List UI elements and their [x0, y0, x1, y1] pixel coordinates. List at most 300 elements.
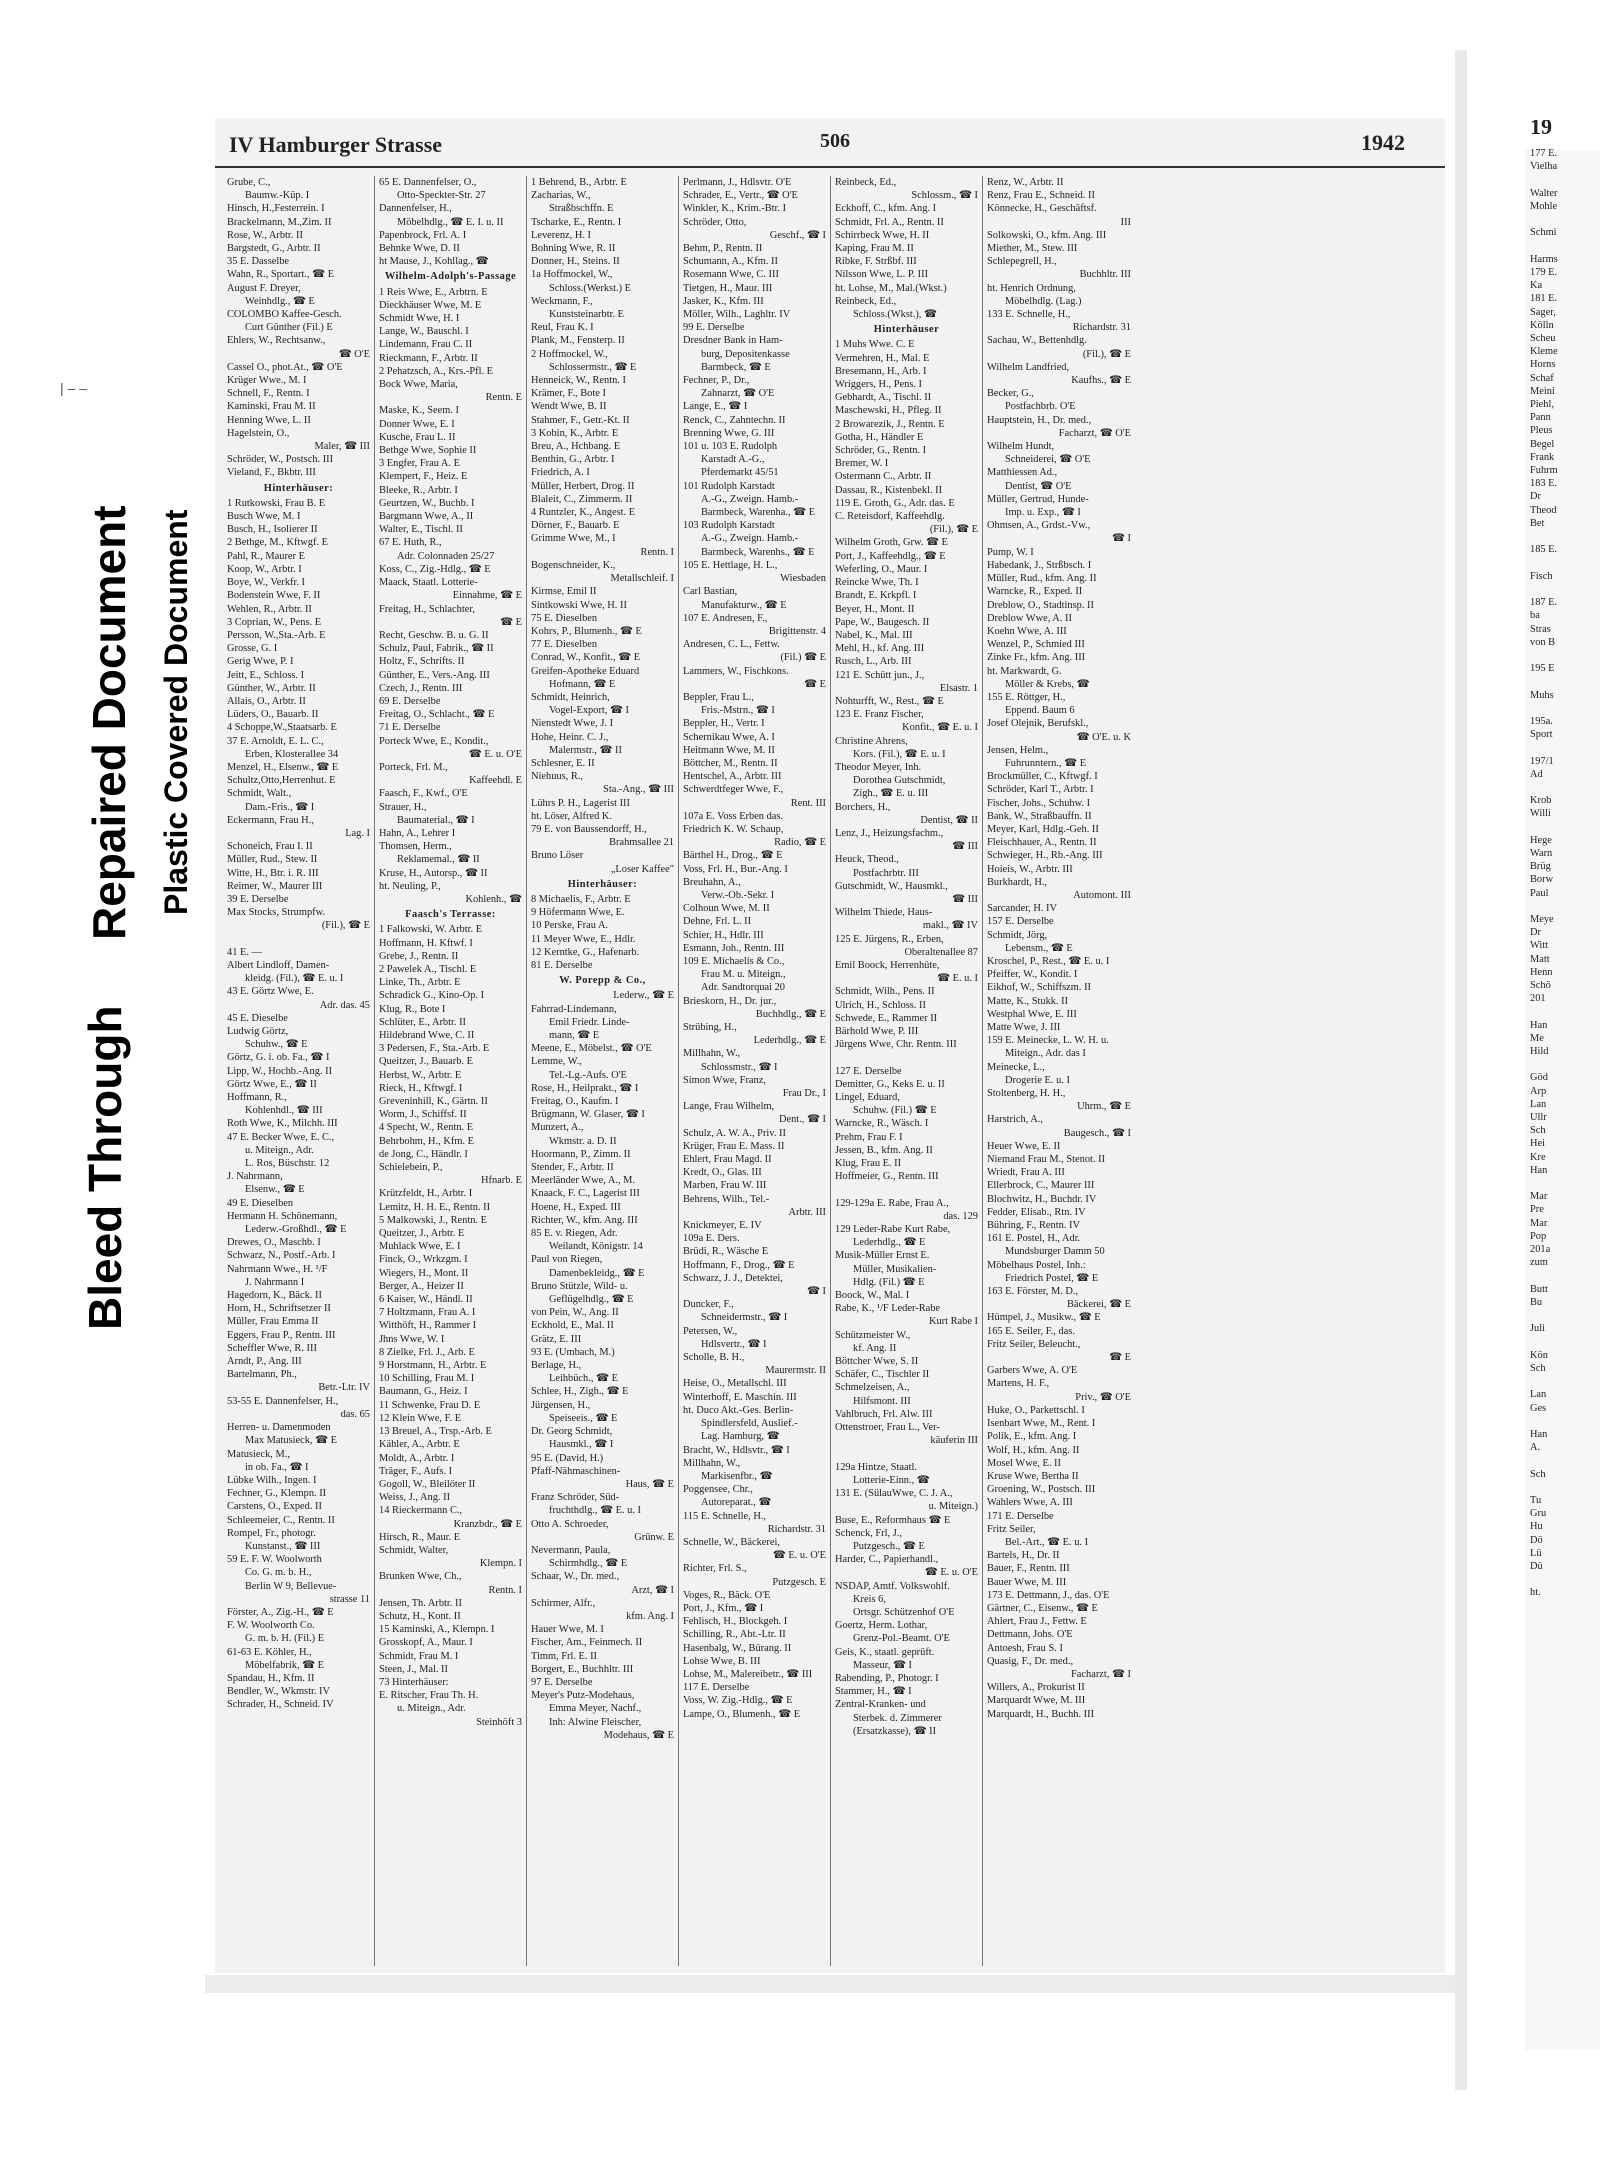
directory-entry: Perlmann, J., Hdlsvtr. O'E: [683, 177, 792, 188]
directory-entry: Grimme Wwe, M., I: [531, 533, 616, 545]
directory-entry: Klug, R., Bote I: [379, 1003, 446, 1015]
directory-entry: Behrbohm, H., Kfm. E: [379, 1135, 474, 1147]
directory-entry: Rieck, H., Kftwgf. I: [379, 1082, 463, 1094]
adjacent-page-line: Kleme: [1530, 346, 1558, 358]
directory-entry: Bruno Löser: [531, 850, 584, 862]
directory-entry: 1a Hoffmockel, W.,: [531, 269, 613, 281]
adjacent-page-line: [1530, 1177, 1600, 1190]
directory-entry: u. Miteign.): [928, 1501, 978, 1513]
directory-entry: 11 Meyer Wwe, E., Hdlr.: [531, 933, 636, 945]
directory-entry: Bäckerei, ☎ E: [1066, 1299, 1131, 1311]
adjacent-page-line: Han: [1530, 1428, 1548, 1440]
directory-entry: 61-63 E. Köhler, H.,: [227, 1646, 312, 1658]
directory-entry: Niehuus, R.,: [531, 771, 583, 783]
directory-entry: 3 Kobin, K., Arbtr. E: [531, 427, 619, 439]
adjacent-page-year: 19: [1530, 120, 1552, 139]
directory-entry: Quasig, F., Dr. med.,: [987, 1655, 1074, 1667]
directory-entry: Friedrich, A. I: [531, 467, 590, 479]
watermark-bleed-through: Bleed Through: [79, 1005, 131, 1330]
directory-entry: Matte Wwe, J. III: [987, 1022, 1061, 1033]
directory-entry: 3 Engfer, Frau A. E: [379, 458, 460, 470]
directory-entry: Lange, E., ☎ I: [683, 401, 748, 413]
directory-entry: L. Ros, Büschstr. 12: [245, 1158, 330, 1170]
directory-entry: Wahlers Wwe, A. III: [987, 1497, 1073, 1509]
directory-entry: Marquardt, H., Buchh. III: [987, 1708, 1095, 1720]
directory-entry: Busch Wwe, M. I: [227, 511, 301, 523]
directory-entry: makl., ☎ IV: [922, 920, 978, 932]
directory-entry: Scheffler Wwe, R. III: [227, 1342, 317, 1354]
directory-entry: Schwerdtfeger Wwe, F.,: [683, 784, 784, 796]
directory-entry: Gogoll, W., Bleilöter II: [379, 1478, 476, 1490]
directory-entry: Jeitt, E., Schloss. I: [227, 669, 305, 681]
directory-entry: Eppend. Baum 6: [1005, 705, 1075, 717]
directory-entry: Nienstedt Wwe, J. I: [531, 718, 614, 730]
directory-entry: [835, 1448, 978, 1461]
directory-entry: Leverenz, H. I: [531, 229, 591, 241]
directory-entry: 79 E. von Baussendorff, H.,: [531, 823, 647, 835]
directory-entry: Schmidt, Heinrich,: [531, 691, 610, 703]
directory-column-5: [831, 176, 983, 1966]
directory-entry: Rusch, L., Arb. III: [835, 656, 912, 668]
directory-entry: Baumw.-Küp. I: [245, 190, 310, 202]
directory-entry: Nabel, K., Mal. III: [835, 629, 913, 641]
directory-entry: Mundsburger Damm 50: [1005, 1246, 1105, 1258]
adjacent-page-line: Kre: [1530, 1151, 1546, 1163]
directory-entry: Fehlisch, H., Blockgeh. I: [683, 1616, 788, 1628]
directory-entry: Witthöft, H., Rammer I: [379, 1320, 477, 1332]
page-header: [215, 118, 1445, 168]
directory-entry: ☎ I: [806, 1286, 826, 1298]
adjacent-page-line: Hege: [1530, 834, 1552, 846]
directory-entry: Dam.-Fris., ☎ I: [245, 801, 315, 813]
directory-entry: Rose, H., Heilprakt., ☎ I: [531, 1082, 639, 1094]
directory-entry: Matthiessen Ad.,: [987, 467, 1058, 479]
directory-entry: Busch, H., Isolierer II: [227, 524, 318, 536]
directory-entry: Adr. das. 45: [319, 999, 370, 1011]
directory-entry: Görtz, G. i. ob. Fa., ☎ I: [227, 1052, 330, 1064]
directory-entry: Wilhelm Thiede, Haus-: [835, 907, 933, 919]
adjacent-page-line: Muhs: [1530, 689, 1554, 701]
adjacent-page-lines: [1530, 147, 1600, 1599]
directory-entry: Brügmann, W. Glaser, ☎ I: [531, 1109, 645, 1121]
directory-entry: Schröder, G., Rentn. I: [835, 445, 927, 457]
adjacent-page-line: Göd: [1530, 1072, 1548, 1084]
adjacent-page-line: Kölln: [1530, 319, 1554, 331]
directory-entry: Ahlert, Frau J., Fettw. E: [987, 1616, 1087, 1628]
page-spine: [1455, 50, 1467, 2090]
directory-entry: Karstadt A.-G.,: [701, 454, 765, 466]
directory-entry: Möbelhdlg. (Lag.): [1005, 295, 1082, 307]
directory-entry: Schmidt, Walter,: [379, 1544, 449, 1556]
directory-entry: Barmbeck, Warenha., ☎ E: [701, 507, 816, 519]
directory-entry: Meyer, Karl, Hdlg.-Geh. II: [987, 823, 1099, 835]
directory-entry: Möller & Krebs, ☎: [1005, 678, 1090, 690]
directory-entry: Weinhdlg., ☎ E: [245, 295, 315, 307]
directory-entry: Stoltenberg, H. H.,: [987, 1088, 1066, 1100]
adjacent-page-line: Tu: [1530, 1494, 1542, 1506]
directory-entry: G. m. b. H. (Fil.) E: [245, 1633, 325, 1645]
directory-entry: Maler, ☎ III: [314, 441, 370, 453]
adjacent-page-line: Henn: [1530, 966, 1553, 978]
directory-entry: Schirmhdlg., ☎ E: [549, 1558, 628, 1570]
directory-entry: Schlüter, E., Arbtr. II: [379, 1016, 467, 1028]
directory-entry: Frau M. u. Miteign.,: [701, 969, 786, 981]
directory-entry: Grube, C.,: [227, 177, 271, 188]
directory-entry: Förster, A., Zig.-H., ☎ E: [227, 1606, 334, 1618]
directory-entry: Hinterhäuser: [873, 324, 940, 336]
directory-entry: 101 Rudolph Karstadt: [683, 480, 775, 492]
directory-entry: 105 E. Hettlage, H. L.,: [683, 559, 778, 571]
directory-entry: Wolf, H., kfm. Ang. II: [987, 1444, 1080, 1456]
directory-entry: Schröder, W., Postsch. III: [227, 454, 334, 466]
directory-entry: Fleischhauer, A., Rentn. II: [987, 837, 1097, 849]
directory-entry: Dettmann, Johs. O'E: [987, 1629, 1073, 1641]
directory-entry: Eggers, Frau P., Rentn. III: [227, 1329, 336, 1341]
directory-entry: Rose, W., Arbtr. II: [227, 229, 303, 241]
directory-entry: ☎ O'E. u. K: [1076, 731, 1131, 743]
directory-entry: Bracht, W., Hdlsvtr., ☎ I: [683, 1444, 790, 1456]
adjacent-page-line: Pop: [1530, 1230, 1547, 1242]
directory-entry: Ulrich, H., Schloss. II: [835, 999, 926, 1011]
directory-entry: Berlin W 9, Bellevue-: [245, 1580, 337, 1592]
directory-entry: Adr. Colonnaden 25/27: [397, 550, 495, 562]
directory-entry: Kohrs, P., Blumenh., ☎ E: [531, 625, 642, 637]
directory-entry: 14 Rieckermann C.,: [379, 1505, 463, 1517]
directory-entry: Eckhold, E., Mal. II: [531, 1320, 614, 1332]
directory-entry: Hoormann, P., Zimm. II: [531, 1148, 631, 1160]
adjacent-page-line: Schaf: [1530, 372, 1554, 384]
adjacent-page-line: Frank: [1530, 451, 1555, 463]
directory-entry: Fahrrad-Lindemann,: [531, 1003, 617, 1015]
directory-entry: Zahnarzt, ☎ O'E: [701, 388, 775, 400]
directory-entry: Fischer, Johs., Schuhw. I: [987, 797, 1091, 809]
directory-entry: Hoene, H., Exped. III: [531, 1201, 621, 1213]
directory-entry: Könnecke, H., Geschäftsf.: [987, 203, 1097, 215]
directory-entry: Geurtzen, W., Buchb. I: [379, 497, 475, 509]
directory-entry: C. Reteisdorf, Kaffeehdlg.: [835, 511, 945, 523]
directory-entry: Musik-Müller Ernst E.: [835, 1250, 930, 1262]
directory-entry: 47 E. Becker Wwe, E. C.,: [227, 1131, 335, 1143]
directory-entry: Papenbrock, Frl. A. I: [379, 229, 467, 241]
adjacent-page-line: Piehl,: [1530, 399, 1554, 411]
directory-entry: Vieland, F., Bkbtr. III: [227, 467, 316, 479]
directory-entry: A.-G., Zweign. Hamb.-: [701, 493, 799, 505]
directory-entry: 81 E. Derselbe: [531, 959, 593, 971]
directory-entry: Bargstedt, G., Arbtr. II: [227, 243, 321, 255]
directory-entry: Buchhltr. III: [1079, 269, 1131, 281]
directory-entry: Voss, W. Zig.-Hdlg., ☎ E: [683, 1695, 793, 1707]
directory-entry: Schwieger, H., Rb.-Ang. III: [987, 850, 1103, 862]
directory-entry: Carl Bastian,: [683, 586, 738, 598]
adjacent-page-line: 179 E.: [1530, 267, 1558, 279]
directory-entry: Brieskorn, H., Dr. jur.,: [683, 995, 777, 1007]
directory-entry: Baugesch., ☎ I: [1063, 1127, 1131, 1139]
directory-entry: Reimer, W., Maurer III: [227, 880, 323, 892]
directory-entry: Buse, E., Reformhaus ☎ E: [835, 1514, 951, 1526]
adjacent-page-line: Ad: [1530, 768, 1543, 780]
directory-entry: Kaminski, Frau M. II: [227, 401, 316, 413]
directory-column-6: [983, 176, 1135, 1966]
directory-entry: Reinbeck, Ed.,: [835, 295, 897, 307]
directory-entry: Jessen, B., kfm. Ang. II: [835, 1144, 933, 1156]
directory-entry: Schnelle, W., Bäckerei,: [683, 1536, 780, 1548]
directory-entry: Kroschel, P., Rest., ☎ E. u. I: [987, 955, 1110, 967]
directory-entry: Lindemann, Frau C. II: [379, 339, 473, 351]
directory-entry: Gerig Wwe, P. I: [227, 656, 294, 668]
directory-entry: Kaufhs., ☎ E: [1071, 375, 1131, 387]
directory-entry: Lingel, Eduard,: [835, 1092, 900, 1104]
directory-entry: Sta.-Ang., ☎ III: [603, 784, 674, 796]
directory-entry: Moldt, A., Arbtr. I: [379, 1452, 455, 1464]
directory-entry: Sachau, W., Bettenhdlg.: [987, 335, 1087, 347]
directory-entry: Meerländer Wwe, A., M.: [531, 1175, 635, 1187]
adjacent-page-line: [1530, 240, 1600, 253]
directory-entry: Fechner, P., Dr.,: [683, 375, 750, 387]
directory-entry: kleidg. (Fil.), ☎ E. u. I: [245, 973, 344, 985]
adjacent-page-line: [1530, 1573, 1600, 1586]
directory-entry: Herbst, W., Arbtr. E: [379, 1069, 462, 1081]
directory-entry: Krüger, Frau E. Mass. II: [683, 1140, 785, 1152]
directory-entry: Schmelzeisen, A.,: [835, 1382, 910, 1394]
directory-entry: NSDAP, Amtf. Volkswohlf.: [835, 1580, 950, 1592]
directory-entry: Bärhold Wwe, P. III: [835, 1026, 919, 1037]
directory-entry: Hinterhäuser:: [263, 482, 334, 494]
directory-entry: Pferdemarkt 45/51: [701, 467, 779, 479]
adjacent-page-line: [1530, 781, 1600, 794]
directory-entry: (Ersatzkasse), ☎ II: [853, 1725, 937, 1737]
directory-entry: ☎ E. u. I: [937, 973, 978, 985]
directory-entry: Lebensm., ☎ E: [1005, 942, 1073, 954]
directory-entry: Jürgensen, H.,: [531, 1399, 591, 1411]
adjacent-page-line: Dö: [1530, 1534, 1543, 1546]
adjacent-page-line: 185 E.: [1530, 544, 1558, 556]
directory-entry: Wriggers, H., Pens. I: [835, 379, 923, 391]
directory-entry: 71 E. Derselbe: [379, 722, 441, 734]
directory-entry: Tscharke, E., Rentn. I: [531, 216, 622, 228]
directory-entry: ht. Markwardt, G.: [987, 665, 1062, 677]
directory-entry: Grosse, G. I: [227, 643, 278, 655]
directory-entry: Albert Lindloff, Damen-: [227, 959, 330, 971]
directory-entry: Wiegers, H., Mont. II: [379, 1267, 469, 1279]
directory-entry: Rabe, K., ¹/F Leder-Rabe: [835, 1303, 941, 1315]
directory-entry: „Loser Kaffee": [610, 863, 674, 875]
directory-entry: 4 Specht, W., Rentn. E: [379, 1122, 474, 1134]
directory-entry: Schulz, A. W. A., Priv. II: [683, 1127, 786, 1139]
directory-entry: Lag. Hamburg, ☎: [701, 1431, 780, 1443]
directory-entry: Polik, E., kfm. Ang. I: [987, 1431, 1077, 1443]
adjacent-page-line: Begel: [1530, 438, 1555, 450]
directory-entry: (Fil.), ☎ E: [321, 920, 370, 932]
directory-entry: ☎ III: [952, 893, 978, 905]
directory-entry: Dreblow Wwe, A. II: [987, 612, 1072, 624]
directory-entry: Zentral-Kranken- und: [835, 1699, 926, 1711]
adjacent-page-line: [1530, 1481, 1600, 1494]
directory-entry: Hoffmeier, G., Rentn. III: [835, 1171, 939, 1183]
directory-entry: Port, J., Kfm., ☎ I: [683, 1602, 764, 1614]
directory-column-3: [527, 176, 679, 1966]
directory-entry: Arbtr. III: [788, 1206, 826, 1218]
directory-entry: Freitag, O., Kaufm. I: [531, 1096, 619, 1108]
directory-entry: 115 E. Schnelle, H.,: [683, 1510, 767, 1522]
adjacent-page-line: [1530, 583, 1600, 596]
directory-entry: Groening, W., Postsch. III: [987, 1484, 1096, 1496]
directory-entry: Barmbeck, ☎ E: [701, 361, 771, 373]
directory-entry: Kaping, Frau M. II: [835, 243, 914, 255]
directory-entry: Bremer, W. I: [835, 458, 889, 470]
directory-entry: Dr. Georg Schmidt,: [531, 1426, 613, 1438]
directory-entry: 8 Zielke, Frl. J., Arb. E: [379, 1346, 475, 1358]
directory-entry: Lohse Wwe, B. III: [683, 1655, 761, 1667]
directory-entry: Imp. u. Exp., ☎ I: [1005, 507, 1081, 519]
directory-entry: Hofmann, ☎ E: [549, 678, 616, 690]
page-number: 506: [820, 130, 850, 152]
adjacent-page-line: Vielha: [1530, 161, 1558, 173]
adjacent-page-line: Lü: [1530, 1547, 1542, 1559]
directory-entry: Vermehren, H., Mal. E: [835, 352, 930, 364]
directory-entry: 103 Rudolph Karstadt: [683, 520, 775, 532]
directory-entry: Fechner, G., Klempn. II: [227, 1488, 327, 1500]
directory-entry: Reinbeck, Ed.,: [835, 177, 897, 188]
directory-entry: Hoffmann, H. Kftwf. I: [379, 937, 473, 949]
directory-entry: Lipp, W., Hochb.-Ang. II: [227, 1065, 333, 1077]
directory-entry: Behm, P., Rentn. II: [683, 243, 763, 255]
directory-entry: Finck, O., Wrkzgm. I: [379, 1254, 468, 1266]
directory-entry: J. Nahrmann,: [227, 1171, 283, 1183]
directory-column-2: [375, 176, 527, 1966]
directory-entry: Grosskopf, A., Maur. I: [379, 1637, 473, 1649]
directory-entry: Roth Wwe, K., Milchh. III: [227, 1118, 338, 1130]
adjacent-page-line: Ges: [1530, 1402, 1547, 1414]
directory-entry: Facharzt, ☎ I: [1071, 1668, 1131, 1680]
directory-entry: Faasch's Terrasse:: [405, 909, 496, 921]
directory-entry: Schaar, W., Dr. med.,: [531, 1571, 620, 1583]
directory-entry: Pfaff-Nähmaschinen-: [531, 1465, 621, 1477]
directory-entry: Beppler, Frau L.,: [683, 691, 754, 703]
directory-entry: Schmidt Wwe, H. I: [379, 313, 460, 325]
directory-entry: Schradick G., Kino-Op. I: [379, 990, 485, 1002]
directory-entry: Gutschmidt, W., Hausmkl.,: [835, 880, 948, 892]
directory-entry: Petersen, W.,: [683, 1325, 738, 1337]
directory-entry: Wilhelm Landfried,: [987, 361, 1070, 373]
directory-entry: 125 E. Jürgens, R., Erben,: [835, 933, 944, 945]
directory-entry: Reincke Wwe, Th. I: [835, 577, 919, 589]
directory-entry: Greifen-Apotheke Eduard: [531, 665, 640, 677]
adjacent-page-line: [1530, 702, 1600, 715]
directory-entry: Thomsen, Herm.,: [379, 841, 452, 853]
adjacent-page-line: [1530, 821, 1600, 834]
directory-entry: Eckhoff, C., kfm. Ang. I: [835, 203, 937, 215]
directory-entry: 2 Pawelek A., Tischl. E: [379, 963, 477, 975]
directory-entry: Borchers, H.,: [835, 801, 891, 813]
directory-entry: Ehlers, W., Rechtsanw.,: [227, 335, 326, 347]
directory-entry: Mosel Wwe, E. II: [987, 1457, 1061, 1469]
directory-entry: Sterbek. d. Zimmerer: [853, 1712, 942, 1724]
directory-entry: Heuer Wwe, E. II: [987, 1140, 1061, 1152]
directory-entry: Weferling, O., Maur. I: [835, 563, 928, 575]
directory-entry: 9 Höfermann Wwe, E.: [531, 907, 625, 919]
directory-entry: 3 Pedersen, F., Sta.-Arb. E: [379, 1043, 490, 1055]
directory-entry: 119 E. Groth, G., Adr. das. E: [835, 497, 955, 509]
directory-entry: Schmidt, Jörg,: [987, 929, 1048, 941]
directory-entry: Krützfeldt, H., Arbtr. I: [379, 1188, 473, 1200]
directory-entry: Schmidt, Walt.,: [227, 788, 292, 800]
directory-entry: Warncke, R., Exped. II: [987, 586, 1083, 598]
directory-entry: Geschf., ☎ I: [769, 229, 826, 241]
directory-entry: ☎ E: [1109, 1352, 1131, 1364]
directory-entry: 69 E. Derselbe: [379, 695, 441, 707]
directory-entry: Jürgens Wwe, Chr. Rentn. III: [835, 1039, 957, 1051]
directory-entry: Herren- u. Damenmoden: [227, 1422, 331, 1434]
directory-entry: Spindlersfeld, Auslief.-: [701, 1418, 798, 1430]
directory-entry: Goertz, Herm. Lothar,: [835, 1620, 928, 1632]
directory-entry: Schultz,Otto,Herrenhut. E: [227, 775, 336, 787]
directory-entry: 129 Leder-Rabe Kurt Rabe,: [835, 1224, 951, 1236]
directory-entry: 171 E. Derselbe: [987, 1510, 1054, 1522]
directory-entry: Hauptstein, H., Dr. med.,: [987, 414, 1092, 426]
directory-entry: Frau Dr., I: [782, 1088, 826, 1100]
adjacent-page-line: [1530, 900, 1600, 913]
directory-entry: Renck, C., Zahntechn. II: [683, 414, 786, 426]
directory-entry: Kohlenh., ☎: [465, 893, 522, 905]
directory-entry: Max Stocks, Strumpfw.: [227, 907, 326, 919]
directory-entry: Brandt, E. Krkpfl. I: [835, 590, 917, 602]
margin-mark: | – –: [60, 380, 87, 396]
directory-entry: Kranzbdr., ☎ E: [453, 1518, 522, 1530]
directory-entry: [835, 1051, 978, 1064]
directory-entry: Geflügelhdlg., ☎ E: [549, 1294, 634, 1306]
directory-entry: Rompel, Fr., photogr.: [227, 1527, 316, 1539]
directory-entry: Reul, Frau K. I: [531, 322, 594, 334]
adjacent-page-line: [1530, 1005, 1600, 1018]
directory-entry: Millhahn, W.,: [683, 1048, 741, 1060]
directory-entry: Eckermann, Frau H.,: [227, 814, 314, 826]
directory-entry: Schleemeier, C., Rentn. II: [227, 1514, 335, 1526]
directory-entry: Boock, W., Mal. I: [835, 1290, 910, 1302]
directory-entry: Ohmsen, A., Grdst.-Vw.,: [987, 520, 1091, 532]
directory-entry: Hoieis, W., Arbtr. III: [987, 863, 1073, 875]
directory-entry: (Fil.), ☎ E: [1082, 348, 1131, 360]
directory-entry: Matusieck, M.,: [227, 1448, 290, 1460]
directory-entry: Wilhelm Hundt,: [987, 441, 1055, 453]
directory-entry: Müller, Herbert, Drog. II: [531, 480, 635, 492]
directory-column-1: [223, 176, 375, 1966]
directory-entry: Maurermstr. II: [765, 1365, 826, 1377]
directory-entry: Wahn, R., Sportart., ☎ E: [227, 269, 335, 281]
directory-entry: Modehaus, ☎ E: [603, 1729, 674, 1741]
directory-entry: Ellerbrock, C., Maurer III: [987, 1180, 1095, 1192]
directory-entry: Brockmüller, C., Kftwgf. I: [987, 771, 1098, 783]
directory-entry: kf. Ang. II: [853, 1342, 897, 1354]
directory-entry: 9 Horstmann, H., Arbtr. E: [379, 1360, 487, 1372]
directory-entry: 13 Breuel, A., Trsp.-Arb. E: [379, 1426, 492, 1438]
directory-entry: 7 Holtzmann, Frau A. I: [379, 1307, 476, 1319]
directory-entry: Hagelstein, O.,: [227, 427, 290, 439]
adjacent-page-line: Hei: [1530, 1138, 1546, 1150]
adjacent-page-line: Pann: [1530, 412, 1551, 424]
directory-entry: Baumann, G., Heiz. I: [379, 1386, 468, 1398]
directory-entry: Kruse Wwe, Bertha II: [987, 1470, 1079, 1482]
adjacent-page-line: [1530, 174, 1600, 187]
directory-entry: Müller, Frau Emma II: [227, 1316, 319, 1328]
directory-entry: Prehm, Frau F. I: [835, 1131, 903, 1143]
adjacent-page-line: [1530, 649, 1600, 662]
directory-entry: 173 E. Dettmann, J., das. O'E: [987, 1589, 1110, 1601]
directory-entry: Antoesh, Frau S. I: [987, 1642, 1063, 1654]
adjacent-page-line: Ka: [1530, 280, 1543, 292]
adjacent-page-line: Mar: [1530, 1217, 1548, 1229]
directory-entry: Heitmann Wwe, M. II: [683, 744, 775, 756]
directory-entry: August F. Dreyer,: [227, 282, 301, 294]
